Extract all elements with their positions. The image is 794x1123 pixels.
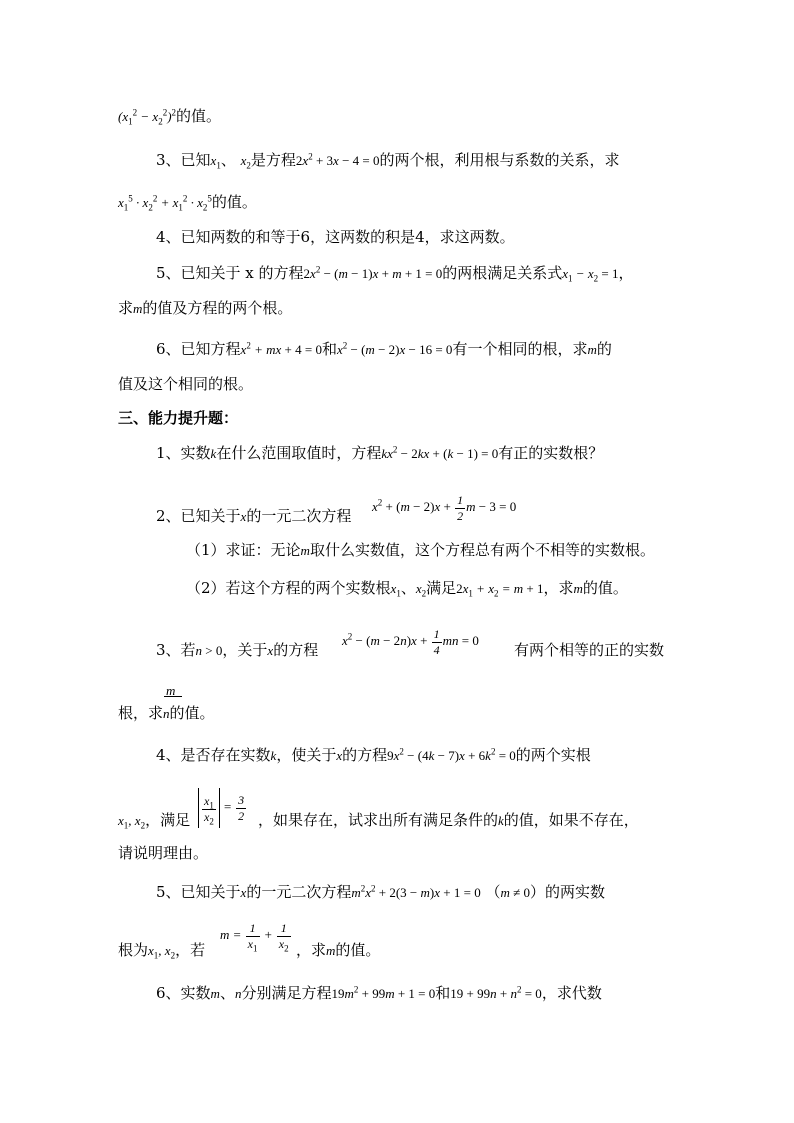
ability-problem-5: 5、已知关于x的一元二次方程$m^2x^2 + 2(3 - m)x + 1 = 0$ （m ≠ 0）的两实数 bbox=[156, 883, 606, 901]
problem-6-cont: 值及这个相同的根。 bbox=[118, 375, 254, 393]
problem-5: 5、已知关于 x 的方程$2x^2 - (m - 1)x + m + 1 = 0$的两根满足关系式$x_1 - x_2 = 1$， bbox=[156, 264, 634, 284]
problem-3: 3、已知$x_1$、 $x_2$是方程$2x^2 + 3x - 4 = 0$的两个根，利用根与系数的关系，求 bbox=[156, 151, 620, 171]
math-expression: $(x_1^2 - x_2^2)^2$ bbox=[118, 107, 177, 127]
ability-problem-5-condition: m = $\frac{1}{x_1}$ + $\frac{1}{x_2}$ bbox=[220, 920, 289, 953]
ability-problem-1: 1、实数k在什么范围取值时，方程$kx^2 - 2kx + (k - 1) = 0$有正的实数根？ bbox=[156, 444, 604, 462]
math-equation: $2x^2 + 3x - 4 = 0$ bbox=[295, 151, 380, 168]
section-heading: 三、能力提升题： bbox=[118, 409, 239, 427]
ability-problem-4-end: 请说明理由。 bbox=[118, 844, 209, 862]
problem-5-cont: 求m的值及方程的两个根。 bbox=[118, 299, 293, 317]
problem-6: 6、已知方程$x^2$ + mx + 4 = 0和$x^2 - (m - 2)x - 16 = 0$有一个相同的根，求m的 bbox=[156, 340, 612, 358]
ability-problem-4-condition: $\frac{x_1}{x_2}$ = $\frac{3}{2}$ bbox=[198, 786, 247, 828]
ability-problem-3-cont: 根，求n的值。 bbox=[118, 704, 215, 722]
ability-problem-2: 2、已知关于x的一元二次方程 bbox=[156, 507, 352, 525]
ability-problem-4: 4、是否存在实数k，使关于x的方程$9x^2 - (4k - 7)x + 6k^2 = 0$的两个实根 bbox=[156, 746, 591, 764]
ability-problem-4-cont: $x_1$, $x_2$，满足 bbox=[118, 811, 191, 831]
ability-problem-3-equation: $x^2 - (m - 2n)x$ + $\frac{1}{4}$ mn = 0 bbox=[342, 626, 479, 657]
ability-problem-2-equation: $x^2 + (m - 2)x$ + $\frac{1}{2}$ m − 3 = 0 bbox=[372, 492, 517, 523]
ability-problem-2-part-1: （1）求证：无论m取什么实数值，这个方程总有两个不相等的实数根。 bbox=[186, 541, 655, 559]
problem-4: 4、已知两数的和等于6，这两数的积是4，求这两数。 bbox=[156, 228, 515, 246]
ability-problem-2-part-2: （2）若这个方程的两个实数根$x_1$、$x_2$满足$2x_1 + x_2 = m + 1$，求m的值。 bbox=[186, 579, 628, 599]
ability-problem-5-cont-2: ，求m的值。 bbox=[296, 941, 381, 959]
ability-problem-3-tail: 有两个相等的正的实数 bbox=[514, 641, 665, 659]
ability-problem-3-frac-top: m bbox=[166, 683, 176, 698]
problem-3-cont: $x_1^5 \cdot x_2^2 + x_1^2 \cdot x_2^5$的值。 bbox=[118, 193, 257, 213]
ability-problem-6: 6、实数m、n分别满足方程$19m^2 + 99m + 1 = 0$和$19 + 99n + n^2 = 0$，求代数 bbox=[156, 984, 602, 1002]
fraction-bar bbox=[164, 696, 182, 697]
ability-problem-5-cont: 根为$x_1$, $x_2$，若 bbox=[118, 941, 206, 961]
problem-2-continuation: $(x_1^2 - x_2^2)^2$的值。 bbox=[118, 107, 222, 127]
ability-problem-3: 3、若n > 0，关于x的方程 bbox=[156, 641, 319, 659]
ability-problem-4-cont-2: ，如果存在，试求出所有满足条件的k的值，如果不存在， bbox=[258, 811, 639, 829]
